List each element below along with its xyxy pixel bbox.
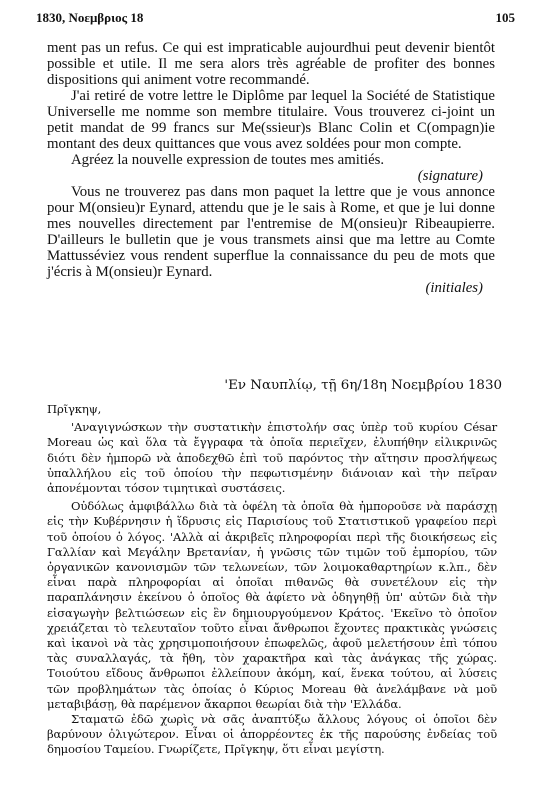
french-paragraph-3: Agréez la nouvelle expression de toutes mes amitiés. — [71, 152, 385, 168]
greek-paragraph-1: 'Αναγιγνώσκων τὴν συστατικὴν ἐπιστολήν σας ὑπὲρ τοῦ κυρίου César Moreau ὡς καὶ ὅλα τὰ ἔγγραφα τὰ ὁποῖα περιεῖχεν, ἐλυπήθην εἰλικρινῶς διότι δὲν ἠμπορῶ νὰ ἀποδεχθῶ ἐπὶ τοῦ παρόντος τὴν αἴτησιν προσλήψεως ὑπαλλήλου εἰς τοῦ ὁποίου τὴν πεφωτισμένην διάνοιαν καὶ τὴν πεῖραν ἀπονέμονται τόσον τιμητικαὶ συστάσεις. — [47, 420, 497, 496]
initials-note: (initiales) — [425, 280, 483, 296]
french-paragraph-2: J'ai retiré de votre lettre le Diplôme par lequel la Société de Statistique Universelle me nomme son membre titulaire. Vous trouverez ci-joint un petit mandat de 99 francs sur Me(ssieur)s Blanc Colin et C(ompagn)ie montant des deux quittances que vous avez soldées pour mon compte. — [47, 88, 495, 152]
page-number: 105 — [495, 10, 515, 25]
french-paragraph-1: ment pas un refus. Ce qui est impraticable aujourdhui peut devenir bientôt possible et utile. Il me sera alors très agréable de profiter des bonnes dispositions qui animent votre recommandé. — [47, 40, 495, 88]
french-letter-text — [47, 40, 495, 296]
greek-salutation: Πρῖγκηψ, — [47, 402, 102, 416]
greek-paragraph-2: Οὐδόλως ἀμφιβάλλω διὰ τὰ ὀφέλη τὰ ὁποῖα θὰ ἠμποροῦσε νὰ παράσχῃ εἰς τὴν Κυβέρνησιν ἡ ἵδρυσις εἰς Παρισίους τοῦ Στατιστικοῦ γραφείου περὶ τοῦ ὁποίου ὁ λόγος. 'Αλλὰ αἱ ἀκριβεῖς πληροφορίαι περὶ τῆς διοικήσεως εἰς Γαλλίαν καὶ Μεγάλην Βρετανίαν, ἡ γνῶσις τῶν τιμῶν τοῦ ἐμπορίου, τῶν ὀργανικῶν κανονισμῶν τῶν τελωνείων, τῶν λοιμοκαθαρτηρίων κ.λπ., δὲν εἶναι παρὰ πληροφορίαι αἱ ὁποῖαι πιθανῶς θὰ συνετέλουν εἰς τὴν παραπλάνησιν ἐκείνου ὁ ὁποῖος θὰ ἀφίετο νὰ ὁδηγηθῇ ὑπ' αὐτῶν διὰ τὴν εἰσαγωγὴν βελτιώσεων εἰς ἓν δημιουργούμενον Κράτος. 'Εκεῖνο τὸ ὁποῖον χρειάζεται τὸ τελευταῖον τοῦτο εἶναι ἄνθρωποι ἔχοντες πρακτικὰς γνώσεις καὶ ἱκανοὶ νὰ τὰς χρησιμοποιήσουν ἐπωφελῶς, ἀφοῦ μελετήσουν ἐπὶ τόπου τὰς συναλλαγάς, τὰ ἤθη, τὸν χαρακτῆρα καὶ τὰς ἀνάγκας τῆς χώρας. Τοιούτου εἴδους ἄνθρωποι ἐλλείπουν ἀκόμη, καί, ἕνεκα τούτου, αἱ λύσεις τῶν προβλημάτων τὰς ὁποίας ὁ Κύριος Moreau θὰ ἀνελάμβανε νὰ μοῦ μεταβιβάσῃ, θὰ παρέμενον ἄκαρποι θεωρίαι διὰ τὴν 'Ελλάδα. — [47, 499, 497, 711]
signature-note: (signature) — [417, 168, 483, 184]
greek-dateline: 'Εν Ναυπλίῳ, τῇ 6η/18η Νοεμβρίου 1830 — [224, 378, 502, 393]
running-title: 1830, Νοεμβριος 18 — [36, 10, 144, 25]
running-header — [36, 10, 515, 28]
greek-paragraph-3: Σταματῶ ἐδῶ χωρὶς νὰ σᾶς ἀναπτύξω ἄλλους λόγους οἱ ὁποῖοι δὲν βαρύνουν ὀλιγώτερον. Εἶναι οἱ ἀπορρέοντες ἐκ τῆς παρούσης ἐνδείας τοῦ δημοσίου Ταμείου. Γνωρίζετε, Πρῖγκηψ, ὅτι εἶναι μεγίστη. — [47, 712, 497, 757]
french-paragraph-4: Vous ne trouverez pas dans mon paquet la lettre que je vous annonce pour M(onsieu)r Eynard, attendu que je le sais à Rome, et que je lui donne mes nouvelles directement par l'entremise de M(onsieu)r Ribeaupierre. D'ailleurs le bulletin que je vous transmets ainsi que ma lettre au Comte Mattusséviez vous rendent superflue la connaissance du peu de mots que j'écris à M(onsieu)r Eynard. — [47, 184, 495, 280]
greek-letter-text — [47, 402, 497, 758]
